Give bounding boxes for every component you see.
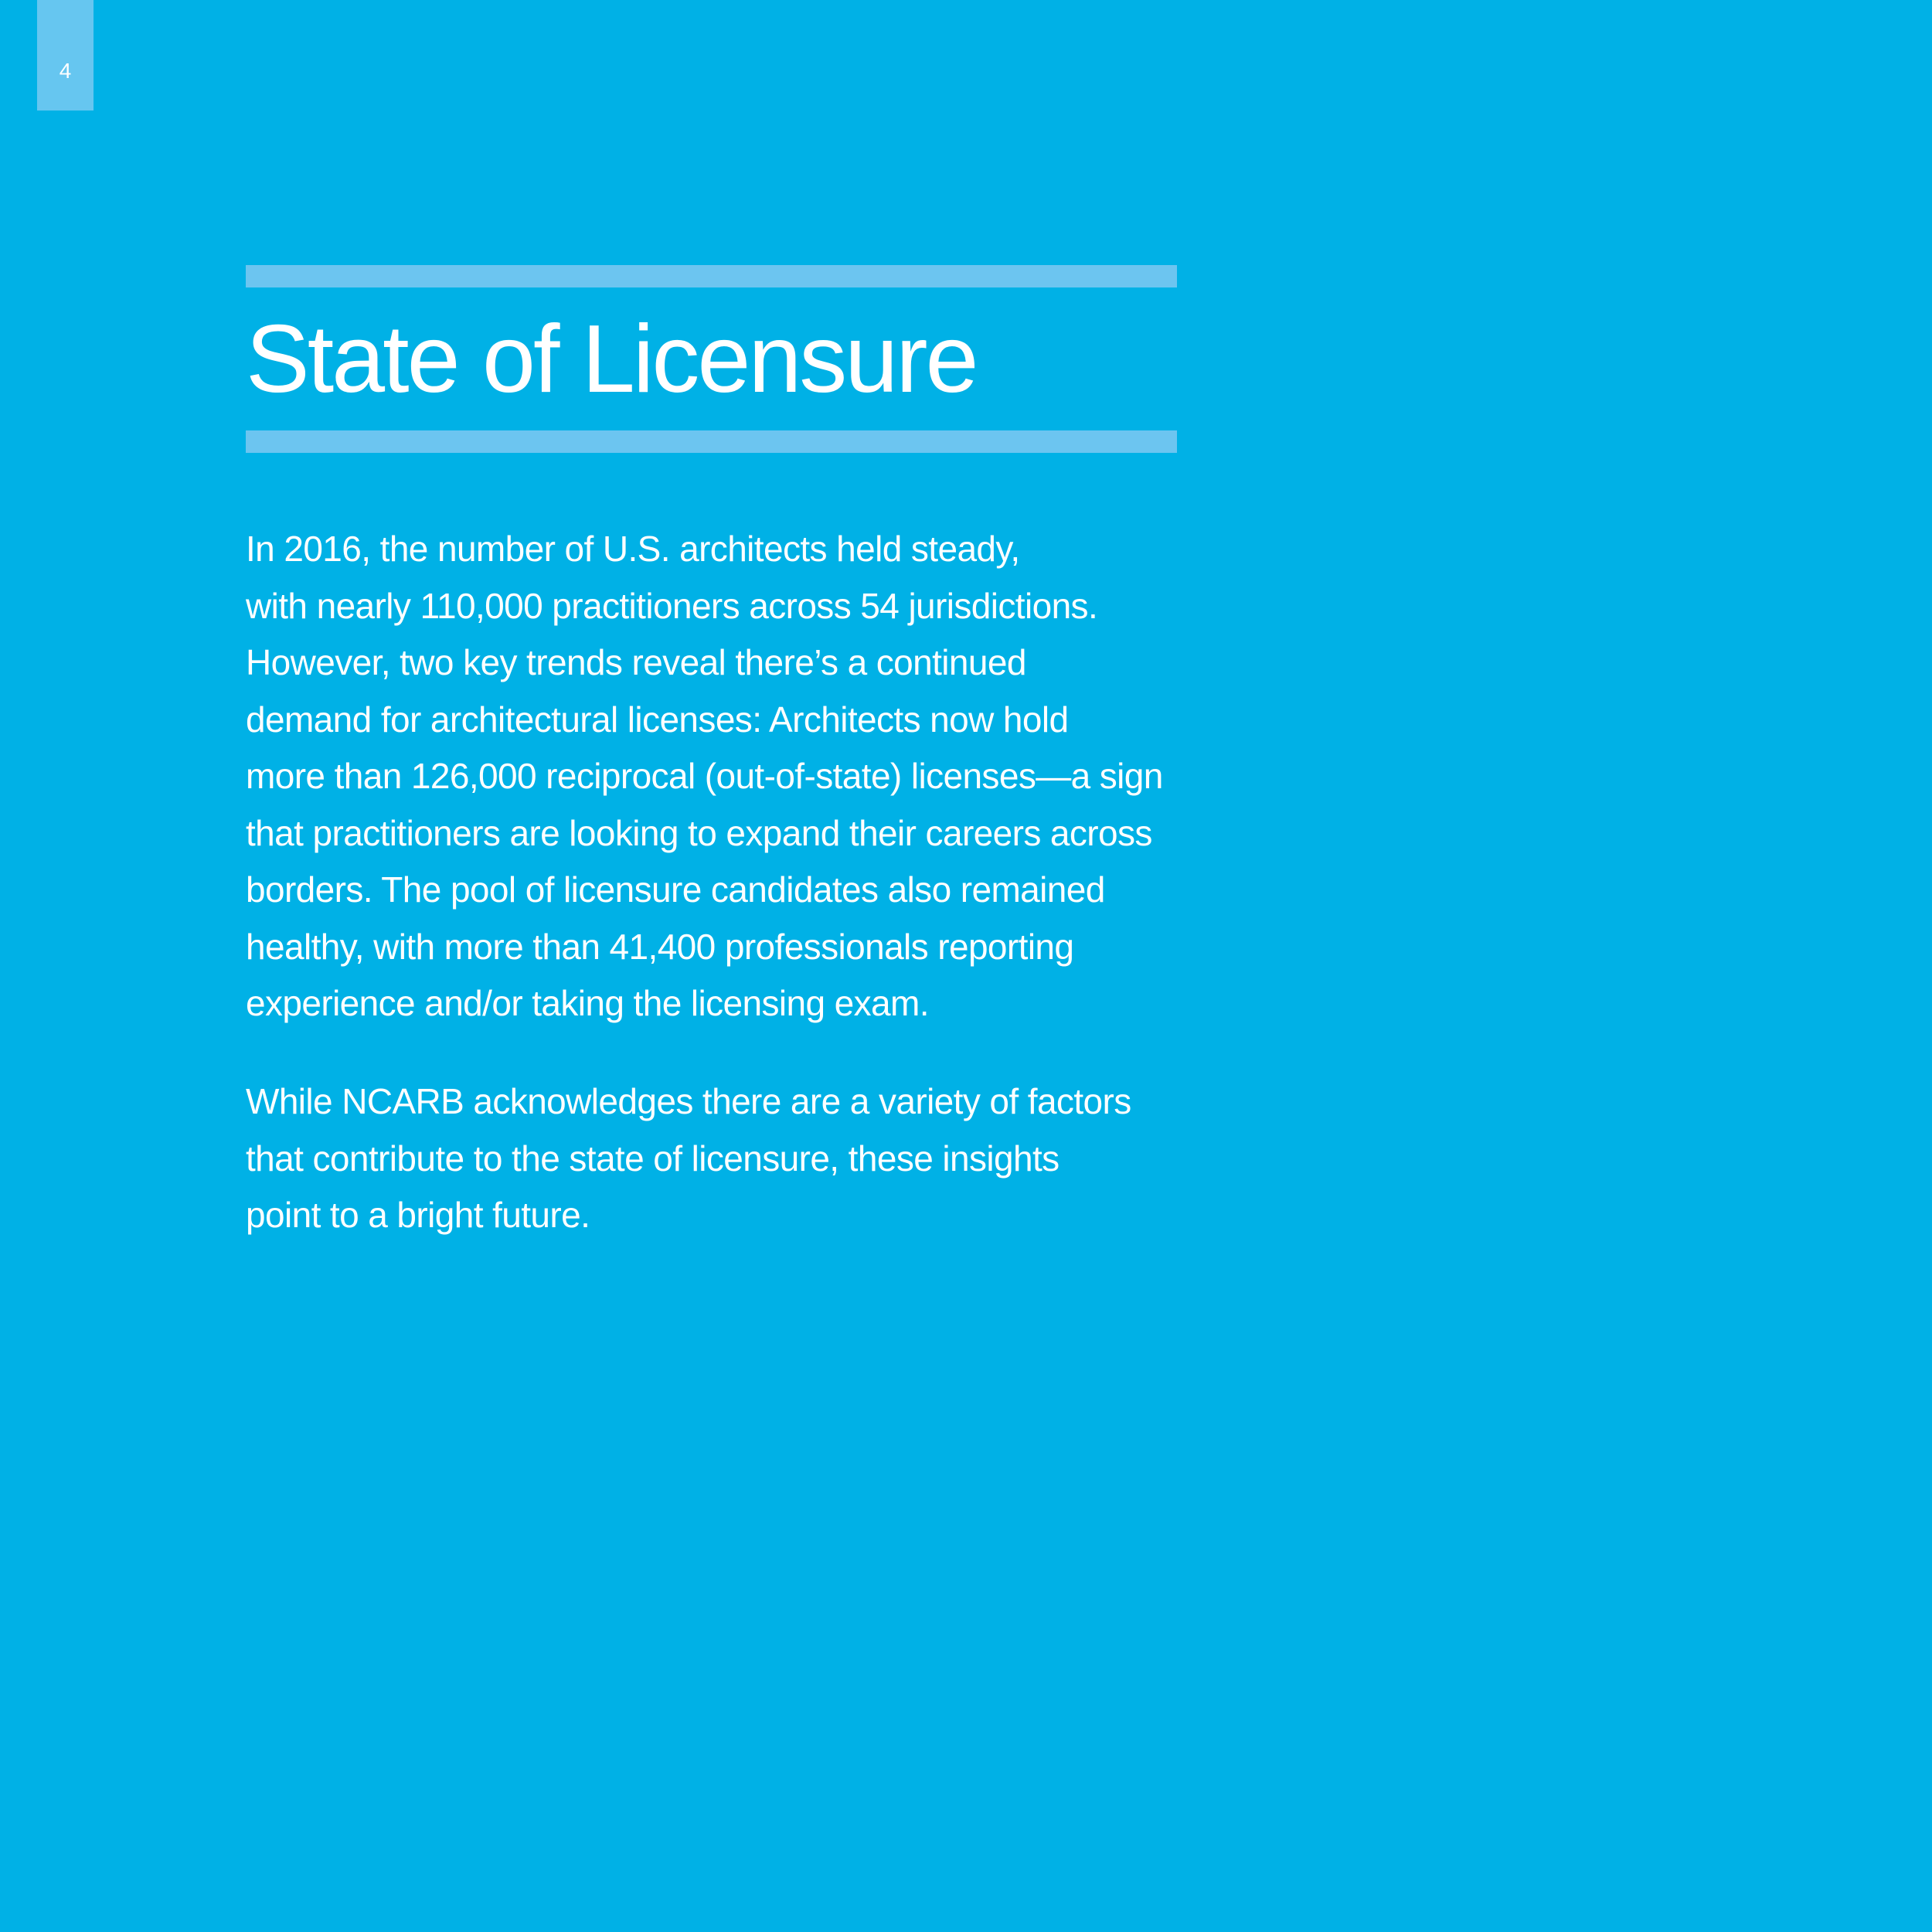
paragraph-line: point to a bright future. [246, 1195, 590, 1235]
title-top-rule [246, 265, 1177, 287]
paragraph-line: demand for architectural licenses: Architects now hold [246, 699, 1069, 740]
body-paragraph-2 [246, 1073, 1328, 1244]
paragraph-line: that practitioners are looking to expand their careers across [246, 812, 1152, 853]
paragraph-line: experience and/or taking the licensing exam. [246, 983, 929, 1023]
page-title: State of Licensure [246, 306, 977, 413]
title-bottom-rule [246, 430, 1177, 453]
paragraph-line: In 2016, the number of U.S. architects held steady, [246, 529, 1020, 569]
page-number-tab [37, 0, 94, 111]
paragraph-line: that contribute to the state of licensure, these insights [246, 1138, 1060, 1179]
paragraph-line: healthy, with more than 41,400 professionals reporting [246, 926, 1074, 967]
paragraph-line: However, two key trends reveal there’s a continued [246, 642, 1026, 682]
paragraph-line: While NCARB acknowledges there are a variety of factors [246, 1081, 1131, 1121]
paragraph-line: with nearly 110,000 practitioners across 54 jurisdictions. [246, 585, 1098, 626]
page-number: 4 [59, 59, 72, 83]
paragraph-line: more than 126,000 reciprocal (out-of-state) licenses—a sign [246, 756, 1163, 796]
paragraph-line: borders. The pool of licensure candidates also remained [246, 869, 1105, 910]
body-paragraph-1 [246, 521, 1328, 1032]
